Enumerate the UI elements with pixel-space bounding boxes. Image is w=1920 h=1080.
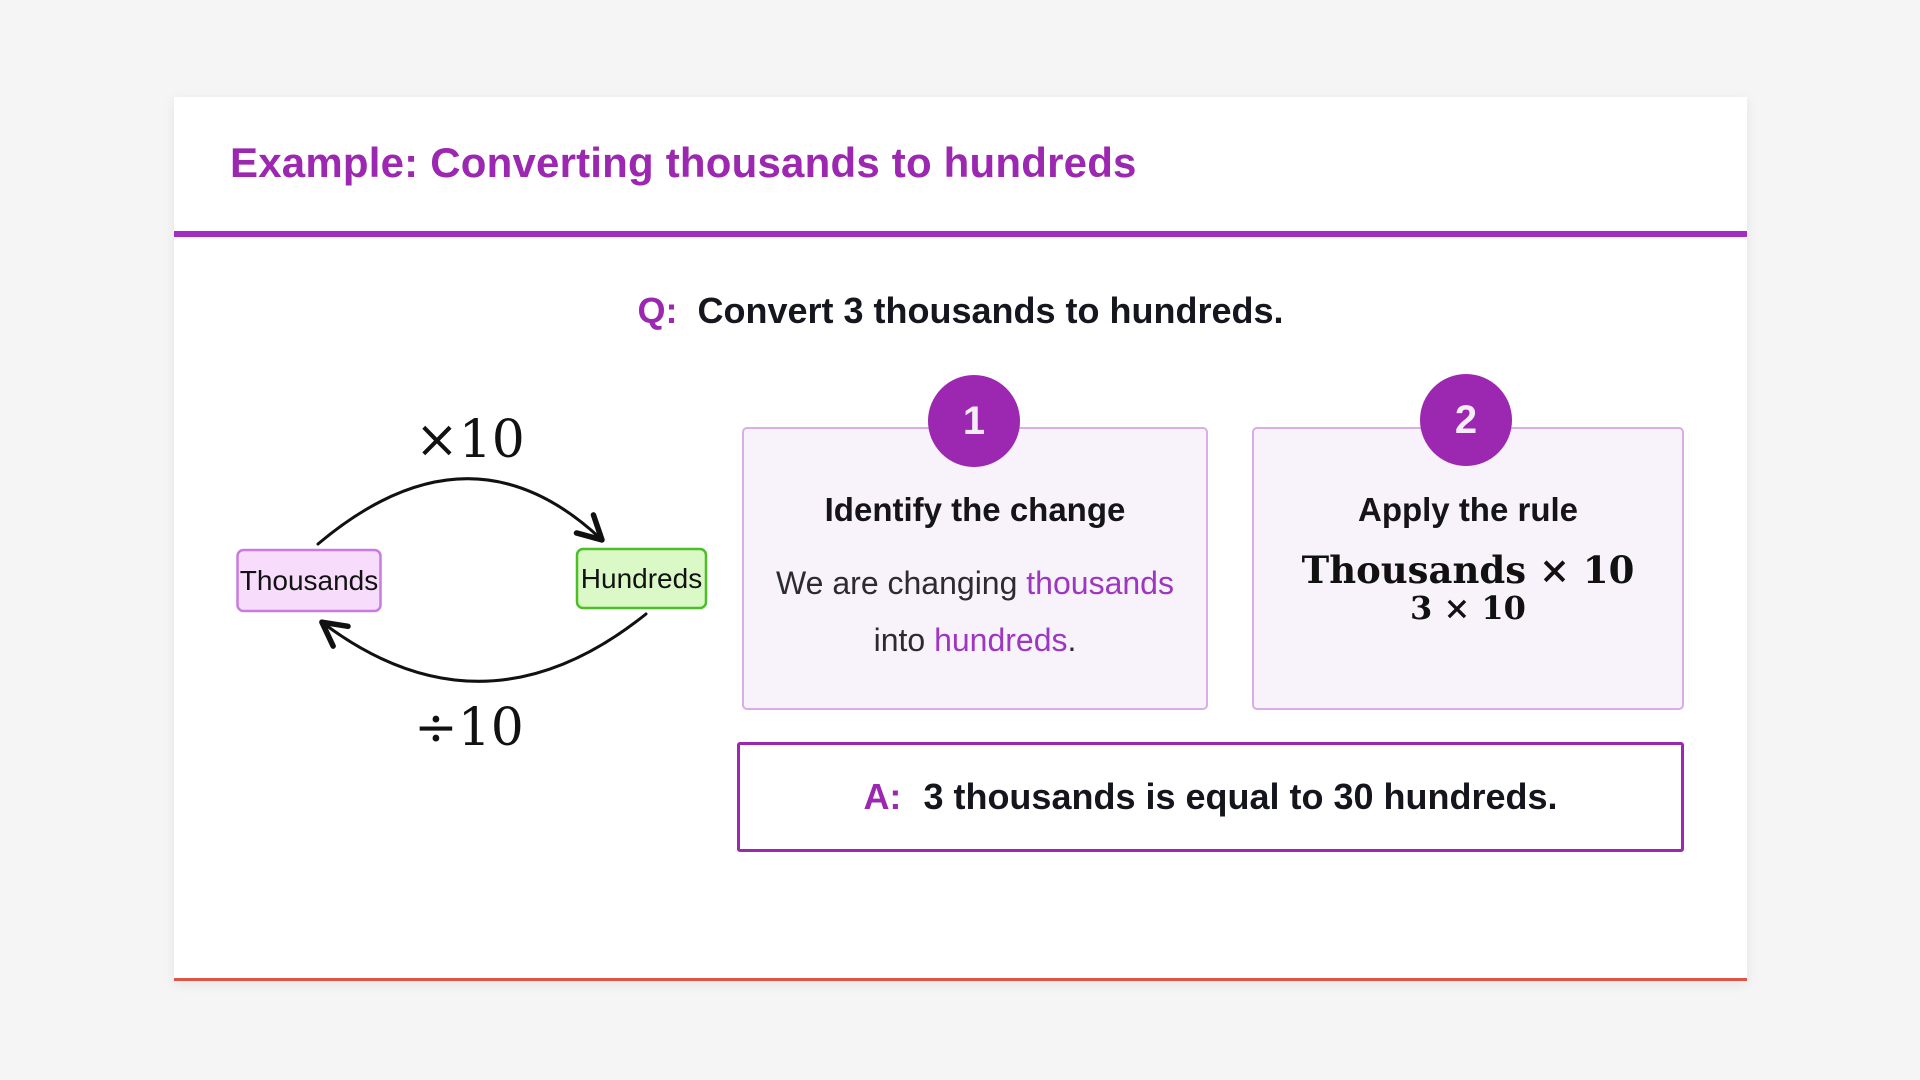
step-2-number: 2 [1454,397,1478,442]
step-1-body [744,555,1206,669]
step-1-body-seg3: into [873,622,935,658]
step-1-body-seg1: We are changing [776,565,1027,601]
step-1-body-seg4: hundreds [934,622,1068,658]
page-title: Example: Converting thousands to hundreds [230,139,1137,186]
question-label: Q: [637,290,678,331]
divide-by-ten-label: ÷10 [414,698,524,758]
multiply-arrow-icon [318,479,601,544]
divide-arrow-icon [323,614,646,681]
conversion-cycle-diagram [230,410,720,760]
step-1-body-seg2: thousands [1026,565,1174,601]
step-1-badge [928,375,1020,467]
step-1-card [742,427,1208,710]
formula-line-1: Thousands × 10 [1301,548,1635,592]
hundreds-box-label: Hundreds [580,563,703,594]
step-1-body-seg5: . [1067,622,1077,658]
step-2-formula [1254,549,1682,625]
question-text: Convert 3 thousands to hundreds. [697,290,1284,331]
answer-box [737,742,1684,852]
title-divider [174,231,1747,237]
step-2-card [1252,427,1684,710]
multiply-by-ten-label: ×10 [415,410,525,470]
thousands-box-label: Thousands [239,565,379,596]
step-2-badge [1420,374,1512,466]
step-1-title: Identify the change [824,491,1126,528]
answer-text: 3 thousands is equal to 30 hundreds. [923,776,1558,817]
formula-line-2: 3 × 10 [1410,589,1526,627]
answer-label: A: [863,776,902,817]
step-2-title: Apply the rule [1357,491,1579,528]
lesson-card [174,97,1747,981]
question-line [174,290,1747,332]
step-1-number: 1 [962,398,986,443]
